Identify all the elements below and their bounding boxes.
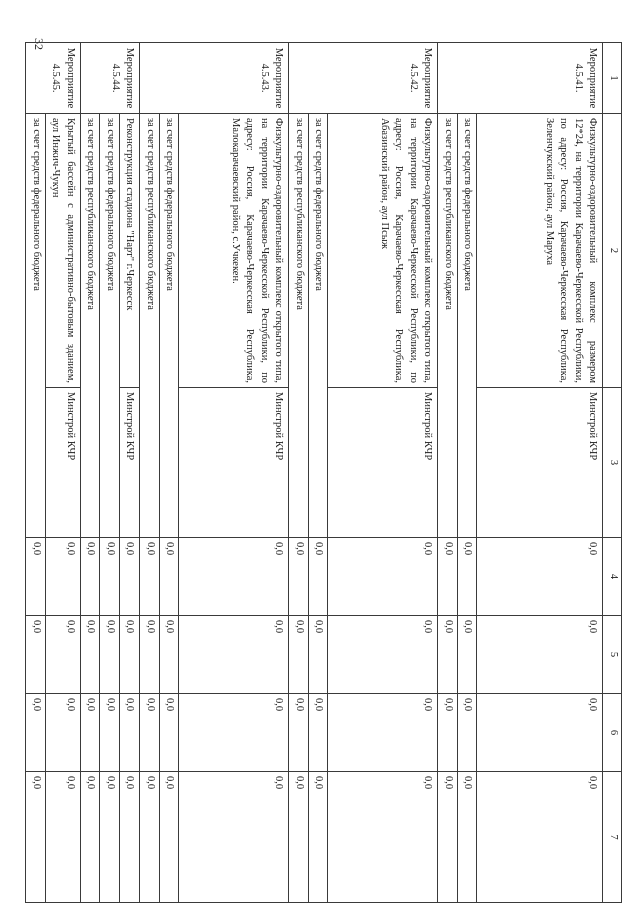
col-header-4: 4 (603, 538, 622, 616)
col-header-7: 7 (603, 772, 622, 903)
value-cell: 0,0 (80, 616, 99, 694)
value-cell: 0,0 (80, 772, 99, 903)
value-cell: 0,0 (26, 538, 45, 616)
value-cell: 0,0 (26, 694, 45, 772)
activity-number: Мероприятие 4.5.42. (289, 43, 438, 114)
funding-row (100, 43, 119, 903)
value-cell: 0,0 (140, 694, 159, 772)
funding-source: за счет средств федерального бюджета (26, 114, 45, 538)
value-cell: 0,0 (159, 772, 178, 903)
value-cell: 0,0 (289, 616, 308, 694)
activity-row (119, 43, 139, 903)
value-cell: 0,0 (159, 694, 178, 772)
value-cell: 0,0 (457, 538, 476, 616)
page-number: 32 (32, 38, 46, 50)
col-header-1: 1 (603, 43, 622, 114)
activity-executor: Минстрой КЧР (179, 388, 289, 538)
value-cell: 0,0 (100, 538, 119, 616)
value-cell: 0,0 (438, 772, 457, 903)
funding-row (457, 43, 476, 903)
activity-executor: Минстрой КЧР (45, 388, 80, 538)
funding-row (159, 43, 178, 903)
funding-source: за счет средств республиканского бюджета (140, 114, 159, 538)
value-cell: 0,0 (179, 694, 289, 772)
value-cell: 0,0 (457, 616, 476, 694)
value-cell: 0,0 (457, 772, 476, 903)
value-cell: 0,0 (438, 694, 457, 772)
value-cell: 0,0 (328, 616, 438, 694)
funding-row (438, 43, 457, 903)
value-cell: 0,0 (289, 772, 308, 903)
value-cell: 0,0 (328, 538, 438, 616)
value-cell: 0,0 (100, 616, 119, 694)
value-cell: 0,0 (45, 694, 80, 772)
activity-executor: Минстрой КЧР (328, 388, 438, 538)
funding-row (80, 43, 99, 903)
value-cell: 0,0 (100, 772, 119, 903)
value-cell: 0,0 (308, 694, 327, 772)
activity-row (477, 43, 603, 903)
value-cell: 0,0 (140, 538, 159, 616)
activity-executor: Минстрой КЧР (477, 388, 603, 538)
activity-name: Физкультурно-оздоровительный комплекс открытого типа, на территории Карачаево-Черкесской Республики, по адресу: Россия, Карачаево-Черкесская Республика, Абазинский район, аул Псыж (328, 114, 438, 388)
value-cell: 0,0 (308, 772, 327, 903)
activity-number: Мероприятие 4.5.44. (80, 43, 139, 114)
value-cell: 0,0 (159, 616, 178, 694)
value-cell: 0,0 (179, 616, 289, 694)
header-row (603, 43, 622, 903)
activity-row (45, 43, 80, 903)
value-cell: 0,0 (477, 694, 603, 772)
funding-source: за счет средств федерального бюджета (159, 114, 178, 538)
value-cell: 0,0 (179, 538, 289, 616)
value-cell: 0,0 (308, 616, 327, 694)
value-cell: 0,0 (119, 694, 139, 772)
value-cell: 0,0 (438, 538, 457, 616)
value-cell: 0,0 (119, 772, 139, 903)
funding-row (140, 43, 159, 903)
value-cell: 0,0 (119, 616, 139, 694)
col-header-6: 6 (603, 694, 622, 772)
activity-name: Физкультурно-оздоровительный комплекс размером 12*24, на территории Карачаево-Черкесской Республики, по адресу: Россия, Карачаево-Черкесская Республика, Зеленчукский район, аул Маруха (477, 114, 603, 388)
col-header-5: 5 (603, 616, 622, 694)
value-cell: 0,0 (80, 538, 99, 616)
value-cell: 0,0 (328, 772, 438, 903)
funding-source: за счет средств федерального бюджета (308, 114, 327, 538)
value-cell: 0,0 (26, 772, 45, 903)
program-table (25, 42, 622, 903)
activity-row (328, 43, 438, 903)
funding-source: за счет средств республиканского бюджета (289, 114, 308, 538)
col-header-2: 2 (603, 114, 622, 388)
funding-source: за счет средств федерального бюджета (457, 114, 476, 538)
value-cell: 0,0 (477, 616, 603, 694)
activity-number: Мероприятие 4.5.41. (438, 43, 603, 114)
value-cell: 0,0 (477, 538, 603, 616)
activity-name: Физкультурно-оздоровительный комплекс открытого типа, на территории Карачаево-Черкесской Республики, по адресу: Россия, Карачаево-Черкесская Республика, Малокарачаевский район, с.Учкекен. (179, 114, 289, 388)
value-cell: 0,0 (140, 772, 159, 903)
funding-row (289, 43, 308, 903)
funding-source: за счет средств республиканского бюджета (80, 114, 99, 538)
value-cell: 0,0 (159, 538, 178, 616)
value-cell: 0,0 (45, 616, 80, 694)
value-cell: 0,0 (328, 694, 438, 772)
value-cell: 0,0 (289, 538, 308, 616)
funding-row (26, 43, 45, 903)
activity-executor: Минстрой КЧР (119, 388, 139, 538)
value-cell: 0,0 (179, 772, 289, 903)
value-cell: 0,0 (45, 772, 80, 903)
value-cell: 0,0 (45, 538, 80, 616)
activity-name: Крытый бассейн с административно-бытовым зданием, аул Инжич-Чукун (45, 114, 80, 388)
activity-number: Мероприятие 4.5.43. (140, 43, 289, 114)
value-cell: 0,0 (119, 538, 139, 616)
activity-name: Реконструкция стадиона "Нарт" г.Черкесск (119, 114, 139, 388)
funding-source: за счет средств федерального бюджета (100, 114, 119, 538)
value-cell: 0,0 (80, 694, 99, 772)
value-cell: 0,0 (477, 772, 603, 903)
value-cell: 0,0 (289, 694, 308, 772)
value-cell: 0,0 (457, 694, 476, 772)
value-cell: 0,0 (100, 694, 119, 772)
value-cell: 0,0 (438, 616, 457, 694)
funding-source: за счет средств республиканского бюджета (438, 114, 457, 538)
activity-row (179, 43, 289, 903)
funding-row (308, 43, 327, 903)
value-cell: 0,0 (140, 616, 159, 694)
activity-number: Мероприятие 4.5.45. (26, 43, 80, 114)
col-header-3: 3 (603, 388, 622, 538)
value-cell: 0,0 (308, 538, 327, 616)
value-cell: 0,0 (26, 616, 45, 694)
